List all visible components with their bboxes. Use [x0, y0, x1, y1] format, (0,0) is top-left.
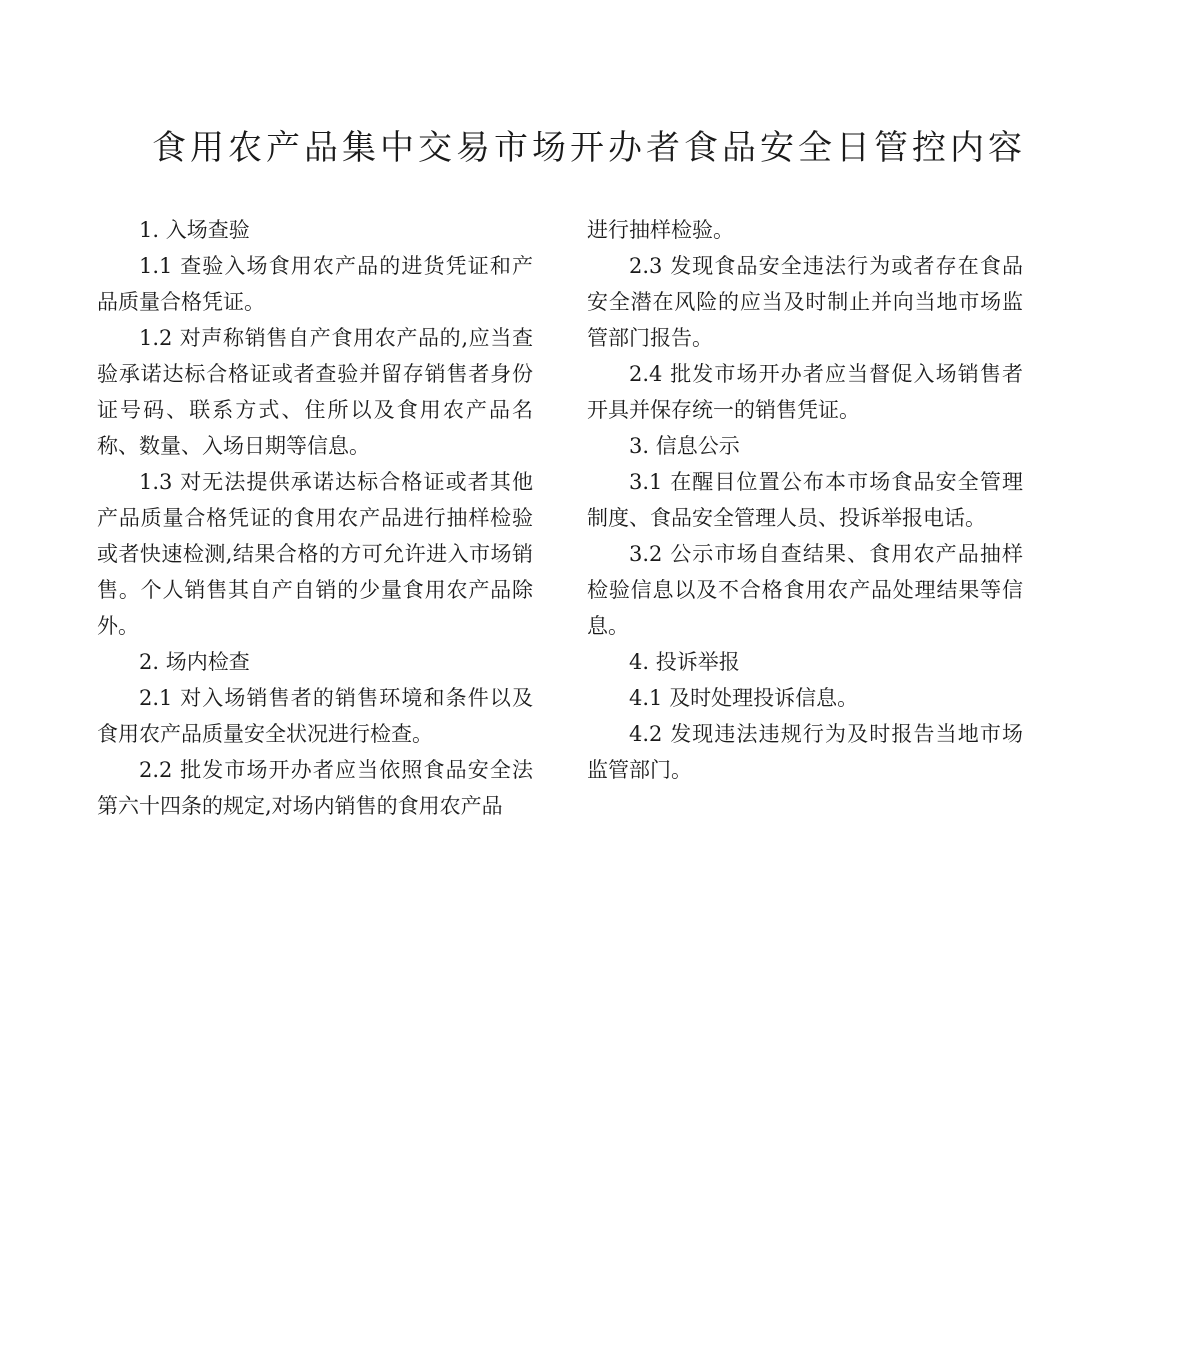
paragraph-2-2-continuation: 进行抽样检验。 [587, 218, 734, 242]
paragraph-2-4: 2.4 批发市场开办者应当督促入场销售者开具并保存统一的销售凭证。 [587, 362, 1023, 422]
paragraph-4-2: 4.2 发现违法违规行为及时报告当地市场监管部门。 [587, 722, 1023, 782]
paragraph-2-1: 2.1 对入场销售者的销售环境和条件以及食用农产品质量安全状况进行检查。 [97, 686, 533, 746]
paragraph-1-3: 1.3 对无法提供承诺达标合格证或者其他产品质量合格凭证的食用农产品进行抽样检验或者快速检测,结果合格的方可允许进入市场销售。个人销售其自产自销的少量食用农产品除外。 [97, 470, 533, 638]
section-heading-1: 1. 入场查验 [139, 218, 250, 242]
document-title: 食用农产品集中交易市场开办者食品安全日管控内容 [152, 128, 1026, 168]
section-heading-2: 2. 场内检查 [139, 650, 250, 674]
paragraph-2-3: 2.3 发现食品安全违法行为或者存在食品安全潜在风险的应当及时制止并向当地市场监管部门报告。 [587, 254, 1023, 350]
paragraph-2-2: 2.2 批发市场开办者应当依照食品安全法第六十四条的规定,对场内销售的食用农产品 [97, 758, 533, 818]
left-column [97, 212, 533, 824]
paragraph-1-1: 1.1 查验入场食用农产品的进货凭证和产品质量合格凭证。 [97, 254, 533, 314]
paragraph-1-2: 1.2 对声称销售自产食用农产品的,应当查验承诺达标合格证或者查验并留存销售者身份证号码、联系方式、住所以及食用农产品名称、数量、入场日期等信息。 [97, 326, 533, 458]
right-column [587, 212, 1023, 788]
section-heading-4: 4. 投诉举报 [629, 650, 740, 674]
paragraph-3-2: 3.2 公示市场自查结果、食用农产品抽样检验信息以及不合格食用农产品处理结果等信息。 [587, 542, 1023, 638]
paragraph-3-1: 3.1 在醒目位置公布本市场食品安全管理制度、食品安全管理人员、投诉举报电话。 [587, 470, 1023, 530]
section-heading-3: 3. 信息公示 [629, 434, 740, 458]
paragraph-4-1: 4.1 及时处理投诉信息。 [629, 686, 859, 710]
